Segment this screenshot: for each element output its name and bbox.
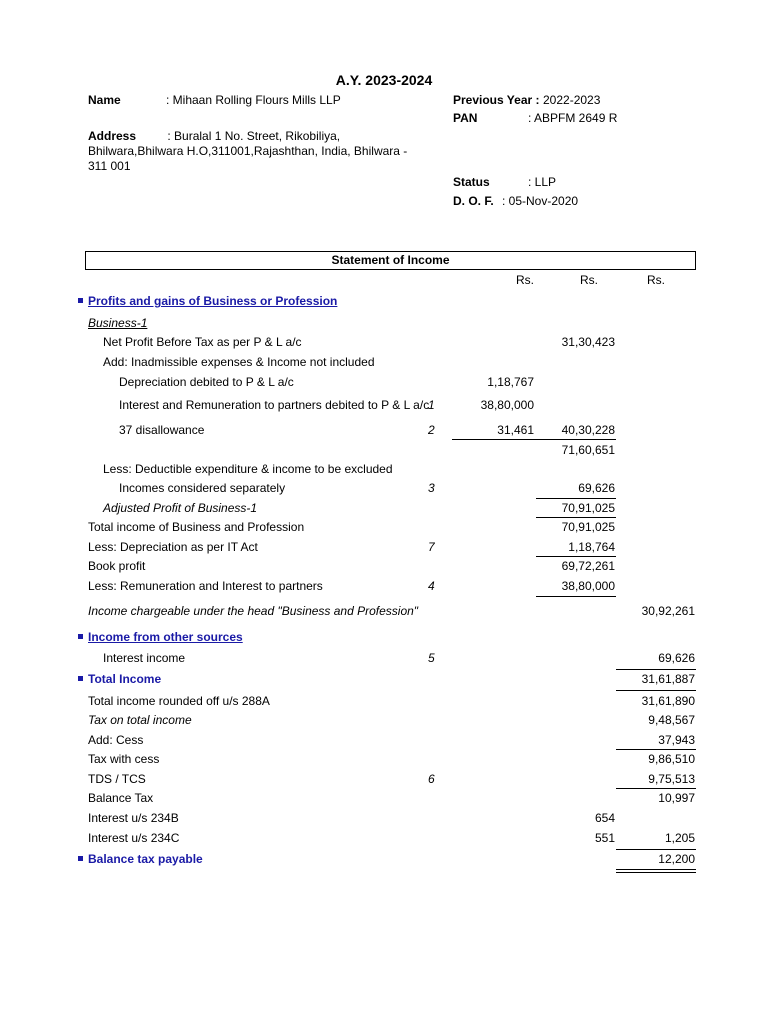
cess-label: Add: Cess: [88, 733, 144, 747]
bullet-icon: [78, 856, 83, 861]
interest-234b-value: 654: [594, 811, 615, 825]
other-sources-heading: Income from other sources: [88, 630, 243, 644]
disallowance-37-note: 2: [428, 423, 435, 437]
divider-line: [616, 690, 696, 691]
divider-line: [536, 498, 616, 499]
balance-tax-payable-value: 12,200: [658, 852, 695, 866]
book-profit-label: Book profit: [88, 559, 146, 573]
bullet-icon: [78, 634, 83, 639]
previous-year-value: 2022-2023: [543, 93, 601, 107]
assessment-year-title: A.Y. 2023-2024: [335, 72, 433, 88]
incomes-separately-value: 69,626: [578, 481, 615, 495]
less-remuneration-label: Less: Remuneration and Interest to partners: [88, 579, 323, 593]
npbt-label: Net Profit Before Tax as per P & L a/c: [103, 335, 302, 349]
bullet-icon: [78, 676, 83, 681]
incomes-separately-label: Incomes considered separately: [119, 481, 286, 495]
npbt-value: 31,30,423: [561, 335, 615, 349]
less-remuneration-note: 4: [428, 579, 435, 593]
divider-line: [616, 749, 696, 750]
double-underline-bottom: [616, 872, 696, 873]
tax-on-income-value: 9,48,567: [648, 713, 695, 727]
dof-label: D. O. F.: [453, 194, 494, 208]
divider-line: [536, 517, 616, 518]
tax-on-income-label: Tax on total income: [88, 713, 192, 727]
tds-tcs-note: 6: [428, 772, 435, 786]
chargeable-business-label: Income chargeable under the head "Business and Profession": [88, 604, 419, 618]
divider-line: [536, 596, 616, 597]
disallowance-37-label: 37 disallowance: [119, 423, 205, 437]
interest-total-value: 1,205: [664, 831, 695, 845]
divider-line: [616, 788, 696, 789]
previous-year-label: Previous Year :: [453, 93, 540, 107]
adjusted-profit-label: Adjusted Profit of Business-1: [103, 501, 258, 515]
cess-value: 37,943: [658, 733, 695, 747]
interest-remuneration-value: 38,80,000: [480, 398, 534, 412]
col-header-3: Rs.: [647, 273, 665, 287]
less-remuneration-value: 38,80,000: [561, 579, 615, 593]
total-income-heading: Total Income: [88, 672, 162, 686]
address-block: [88, 129, 428, 174]
tax-with-cess-value: 9,86,510: [648, 752, 695, 766]
status-label: Status: [453, 175, 490, 189]
name-label: Name: [88, 93, 121, 107]
col-header-2: Rs.: [580, 273, 598, 287]
interest-234c-value: 551: [594, 831, 615, 845]
balance-tax-label: Balance Tax: [88, 791, 154, 805]
disallowance-37-value: 31,461: [497, 423, 534, 437]
pan-value: : ABPFM 2649 R: [528, 111, 618, 125]
interest-income-label: Interest income: [103, 651, 186, 665]
total-business-profession-value: 70,91,025: [561, 520, 615, 534]
interest-income-note: 5: [428, 651, 435, 665]
divider-line: [452, 439, 616, 440]
tds-tcs-value: 9,75,513: [648, 772, 695, 786]
double-underline-top: [616, 869, 696, 870]
address-label: Address: [88, 129, 137, 143]
business-1-subheading: Business-1: [88, 316, 148, 330]
chargeable-business-value: 30,92,261: [641, 604, 695, 618]
interest-234c-label: Interest u/s 234C: [88, 831, 180, 845]
interest-234b-label: Interest u/s 234B: [88, 811, 179, 825]
interest-remuneration-note: 1: [428, 398, 435, 412]
address-value: : Buralal 1 No. Street, Rikobiliya, Bhilwara,Bhilwara H.O,311001,Rajashthan, India, Bhilwara - 311 001: [88, 129, 408, 173]
book-profit-value: 69,72,261: [561, 559, 615, 573]
less-depreciation-label: Less: Depreciation as per IT Act: [88, 540, 258, 554]
divider-line: [616, 669, 696, 670]
add-inadmissible-label: Add: Inadmissible expenses & Income not included: [103, 355, 375, 369]
divider-line: [536, 556, 616, 557]
business-subtotal-value: 71,60,651: [561, 443, 615, 457]
interest-income-value: 69,626: [658, 651, 695, 665]
bullet-icon: [78, 298, 83, 303]
statement-title: Statement of Income: [331, 253, 450, 267]
col-header-1: Rs.: [516, 273, 534, 287]
less-depreciation-note: 7: [428, 540, 435, 554]
adjusted-profit-value: 70,91,025: [561, 501, 615, 515]
rounded-income-label: Total income rounded off u/s 288A: [88, 694, 270, 708]
add-total-value: 40,30,228: [561, 423, 615, 437]
pan-label: PAN: [453, 111, 478, 125]
tax-with-cess-label: Tax with cess: [88, 752, 160, 766]
depreciation-debited-label: Depreciation debited to P & L a/c: [119, 375, 294, 389]
rounded-income-value: 31,61,890: [641, 694, 695, 708]
balance-tax-payable-heading: Balance tax payable: [88, 852, 203, 866]
dof-value: : 05-Nov-2020: [502, 194, 579, 208]
incomes-separately-note: 3: [428, 481, 435, 495]
total-income-value: 31,61,887: [641, 672, 695, 686]
tds-tcs-label: TDS / TCS: [88, 772, 146, 786]
less-depreciation-value: 1,18,764: [568, 540, 615, 554]
less-deductible-label: Less: Deductible expenditure & income to be excluded: [103, 462, 393, 476]
divider-line: [616, 849, 696, 850]
total-business-profession-label: Total income of Business and Profession: [88, 520, 305, 534]
statement-title-box: [85, 251, 696, 270]
interest-remuneration-label: Interest and Remuneration to partners debited to P & L a/c: [119, 398, 430, 412]
depreciation-debited-value: 1,18,767: [487, 375, 534, 389]
balance-tax-value: 10,997: [658, 791, 695, 805]
name-value: : Mihaan Rolling Flours Mills LLP: [166, 93, 341, 107]
status-value: : LLP: [528, 175, 557, 189]
business-heading: Profits and gains of Business or Profession: [88, 294, 338, 308]
